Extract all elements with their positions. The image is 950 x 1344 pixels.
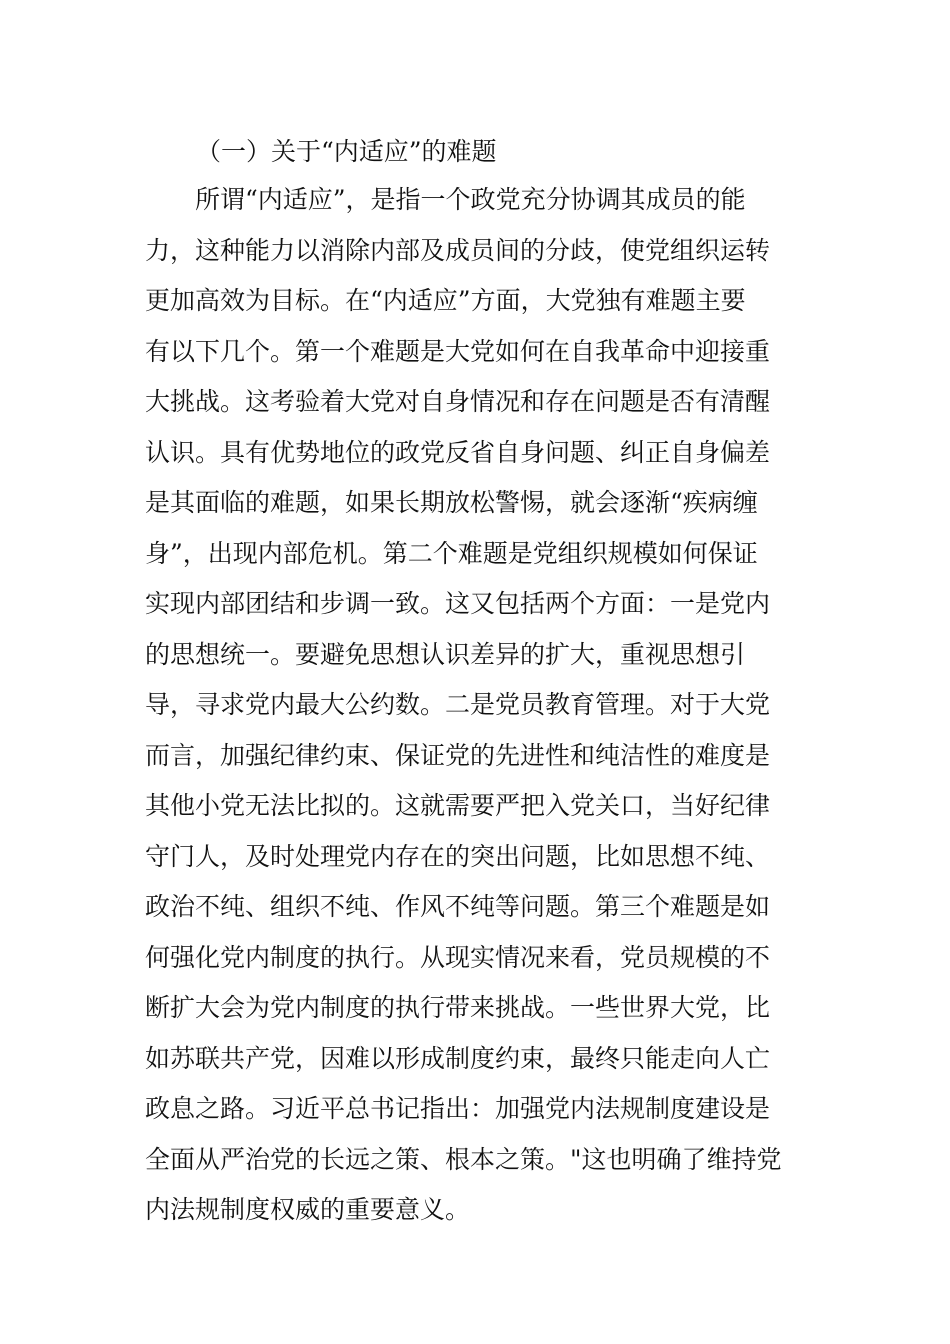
paragraph-line: 力，这种能力以消除内部及成员间的分歧，使党组织运转 bbox=[145, 235, 771, 265]
paragraph-line: 是其面临的难题，如果长期放松警惕，就会逐渐“疾病缠 bbox=[145, 488, 758, 517]
paragraph-line: 守门人，及时处理党内存在的突出问题，比如思想不纯、 bbox=[145, 841, 771, 871]
paragraph-line: 实现内部团结和步调一致。这又包括两个方面：一是党内 bbox=[145, 589, 771, 618]
paragraph-line: 政息之路。习近平总书记指出：加强党内法规制度建设是 bbox=[145, 1094, 771, 1123]
paragraph-line: 有以下几个。第一个难题是大党如何在自我革命中迎接重 bbox=[145, 336, 771, 366]
paragraph-line: 而言，加强纪律约束、保证党的先进性和纯洁性的难度是 bbox=[145, 740, 771, 770]
paragraph-line: 大挑战。这考验着大党对自身情况和存在问题是否有清醒 bbox=[145, 387, 771, 416]
paragraph-line: 的思想统一。要避免思想认识差异的扩大，重视思想引 bbox=[145, 639, 746, 669]
paragraph-line: 如苏联共产党，因难以形成制度约束，最终只能走向人亡 bbox=[145, 1043, 771, 1073]
paragraph-line: 断扩大会为党内制度的执行带来挑战。一些世界大党，比 bbox=[145, 993, 771, 1022]
paragraph-line: 何强化党内制度的执行。从现实情况来看，党员规模的不 bbox=[145, 942, 771, 972]
body-paragraph bbox=[145, 182, 805, 1243]
paragraph-line: 政治不纯、组织不纯、作风不纯等问题。第三个难题是如 bbox=[145, 892, 771, 921]
paragraph-line: 认识。具有优势地位的政党反省自身问题、纠正自身偏差 bbox=[145, 437, 771, 467]
paragraph-line: 内法规制度权威的重要意义。 bbox=[145, 1195, 471, 1224]
paragraph-line: 所谓“内适应”，是指一个政党充分协调其成员的能 bbox=[195, 185, 746, 214]
paragraph-line: 其他小党无法比拟的。这就需要严把入党关口，当好纪律 bbox=[145, 791, 771, 820]
paragraph-line: 身”，出现内部危机。第二个难题是党组织规模如何保证 bbox=[145, 538, 758, 568]
paragraph-line: 导，寻求党内最大公约数。二是党员教育管理。对于大党 bbox=[145, 690, 771, 719]
section-heading: （一）关于“内适应”的难题 bbox=[196, 137, 497, 166]
paragraph-line: 全面从严治党的长远之策、根本之策。"这也明确了维持党 bbox=[145, 1144, 782, 1174]
paragraph-line: 更加高效为目标。在“内适应”方面，大党独有难题主要 bbox=[145, 286, 746, 315]
